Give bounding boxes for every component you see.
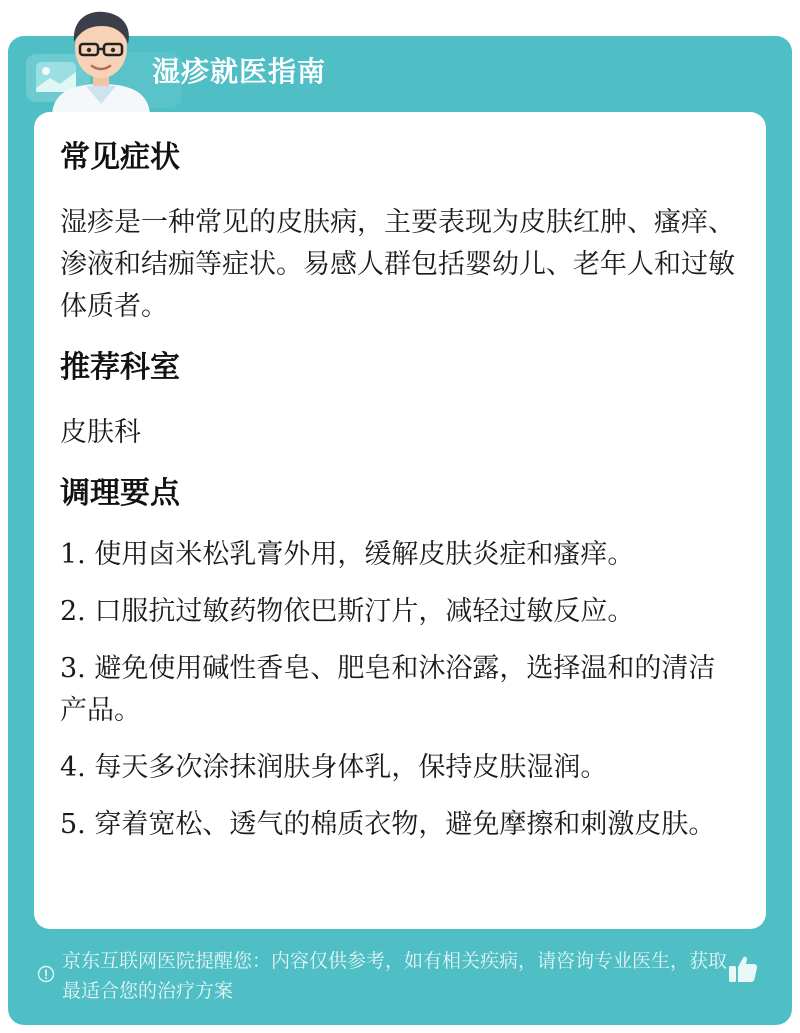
symptoms-title: 常见症状 — [60, 140, 180, 175]
symptoms-text: 湿疹是一种常见的皮肤病，主要表现为皮肤红肿、瘙痒、渗液和结痂等症状。易感人群包括婴幼儿、老年人和过敏体质者。 — [60, 207, 735, 322]
list-item — [60, 648, 740, 732]
list-item-number: 1. — [60, 539, 86, 570]
doctor-avatar — [46, 4, 156, 114]
list-item — [60, 804, 740, 846]
list-item-number: 2. — [60, 596, 86, 627]
care-list — [60, 534, 740, 846]
list-item — [60, 747, 740, 789]
thumbs-up-icon[interactable] — [726, 952, 760, 986]
info-icon — [37, 965, 55, 983]
content-card — [34, 112, 766, 929]
disclaimer-text: 京东互联网医院提醒您：内容仅供参考，如有相关疾病，请咨询专业医生，获取最适合您的治疗方案 — [62, 950, 728, 1002]
department-title: 推荐科室 — [60, 350, 180, 385]
list-item-number: 5. — [60, 809, 86, 840]
list-item — [60, 534, 740, 576]
page-title: 湿疹就医指南 — [152, 55, 327, 88]
list-item-text: 穿着宽松、透气的棉质衣物，避免摩擦和刺激皮肤。 — [85, 809, 716, 840]
list-item — [60, 591, 740, 633]
department-text: 皮肤科 — [60, 417, 141, 448]
list-item-text: 使用卤米松乳膏外用，缓解皮肤炎症和瘙痒。 — [85, 539, 635, 570]
list-item-number: 3. — [60, 653, 86, 684]
list-item-text: 口服抗过敏药物依巴斯汀片，减轻过敏反应。 — [85, 596, 635, 627]
care-title: 调理要点 — [60, 476, 180, 511]
list-item-number: 4. — [60, 752, 86, 783]
list-item-text: 避免使用碱性香皂、肥皂和沐浴露，选择温和的清洁产品。 — [60, 653, 716, 726]
list-item-text: 每天多次涂抹润肤身体乳，保持皮肤湿润。 — [85, 752, 608, 783]
